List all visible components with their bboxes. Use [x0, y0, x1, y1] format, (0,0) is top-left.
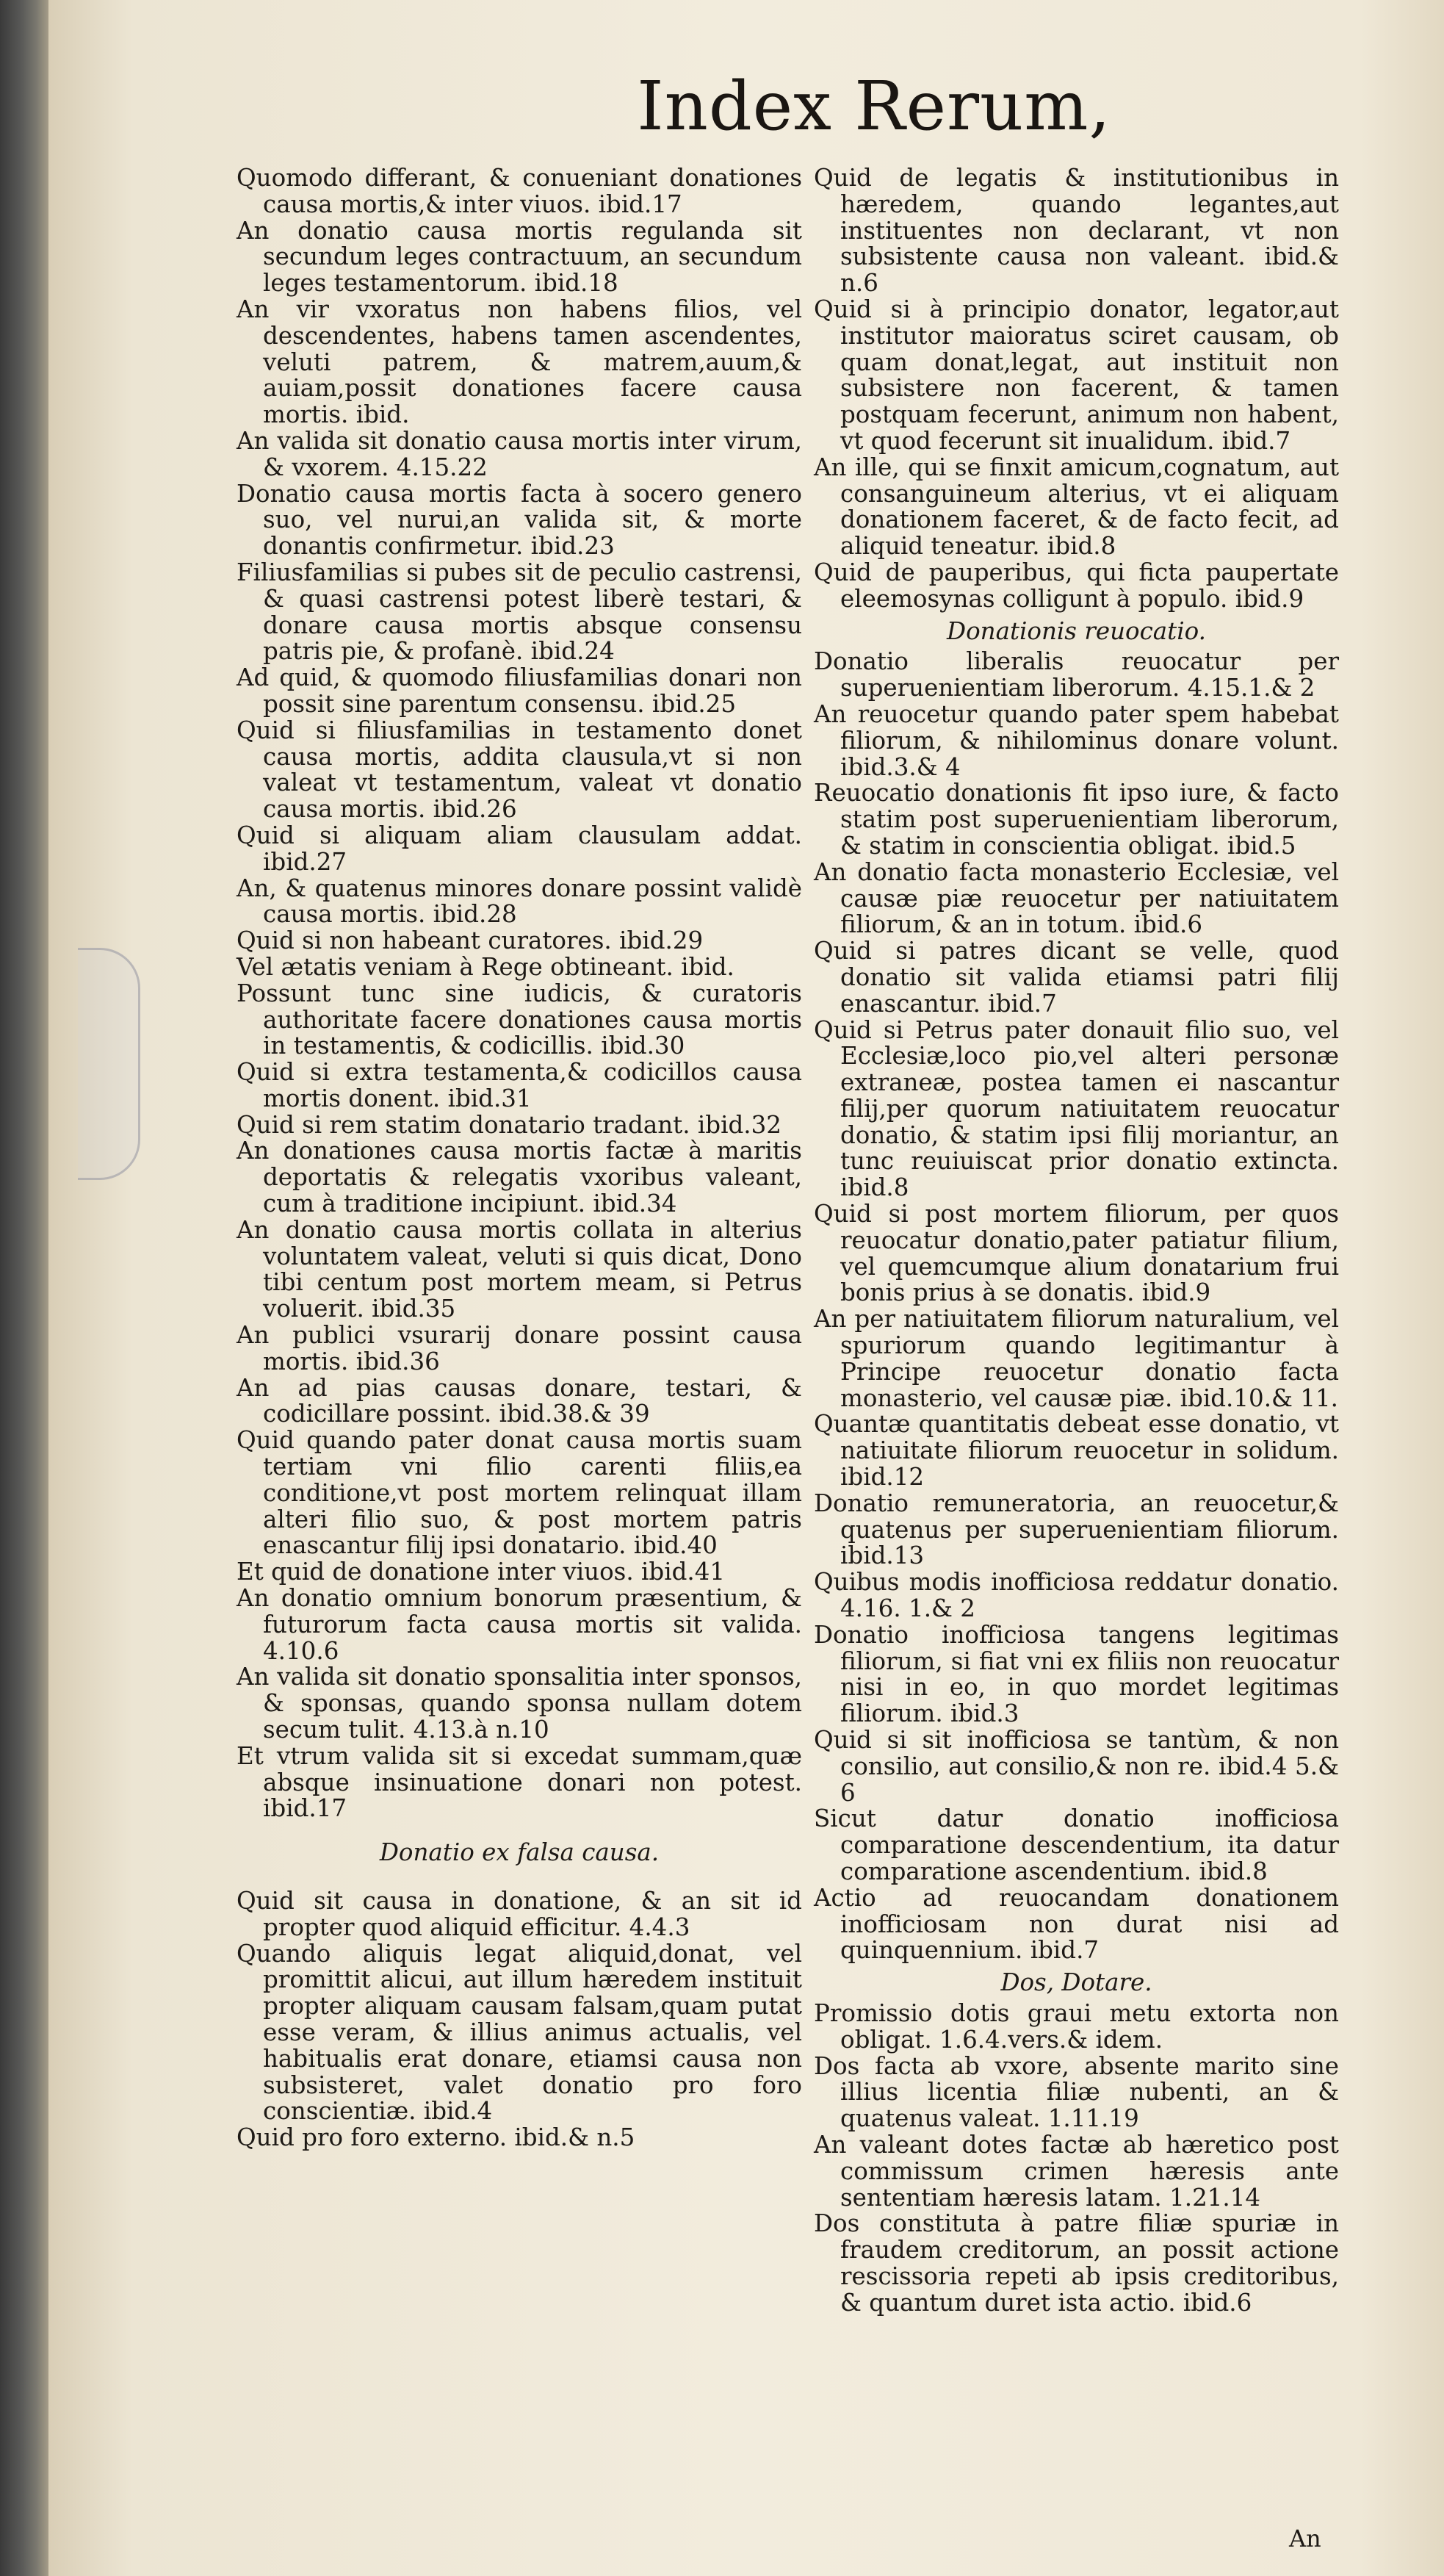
- right-column: [814, 165, 1339, 2317]
- index-entry: An donatio causa mortis regulanda sit secundum leges contractuum, an secundum leges testamentorum. ibid.18: [237, 216, 802, 298]
- index-entry: Donatio liberalis reuocatur per superuenientiam liberorum. 4.15.1.& 2: [814, 647, 1339, 702]
- index-entry: Dos constituta à patre filiæ spuriæ in fraudem creditorum, an possit actione rescissoria repeti ab ipsis creditoribus, & quantum duret ista actio. ibid.6: [814, 2209, 1339, 2317]
- index-entry: An ad pias causas donare, testari, & codicillare possint. ibid.38.& 39: [237, 1373, 802, 1428]
- index-entry: Actio ad reuocandam donationem inofficiosam non durat nisi ad quinquennium. ibid.7: [814, 1883, 1339, 1965]
- index-entry: An donatio facta monasterio Ecclesiæ, vel causæ piæ reuocetur per natiuitatem filiorum, & an in totum. ibid.6: [814, 857, 1339, 939]
- index-entry: Donatio inofficiosa tangens legitimas filiorum, si fiat vni ex filiis non reuocatur nisi in eo, in quo mordet legitimas filiorum. ibid.3: [814, 1620, 1339, 1728]
- index-entry: An valida sit donatio sponsalitia inter sponsos, & sponsas, quando sponsa nullam dotem secum tulit. 4.13.à n.10: [237, 1663, 802, 1744]
- section-heading: Dos, Dotare.: [1000, 1968, 1152, 1997]
- index-entry: Quando aliquis legat aliquid,donat, vel promittit alicui, aut illum hæredem instituit propter aliquam causam falsam,quam putat esse veram, & illius animus actualis, vel habitualis erat donare, etiamsi causa non subsisteret, valet donatio pro foro conscientiæ. ibid.4: [237, 1939, 802, 2126]
- index-entry: Quantæ quantitatis debeat esse donatio, vt natiuitate filiorum reuocetur in solidum. ibid.12: [814, 1410, 1339, 1492]
- index-entry: An donationes causa mortis factæ à maritis deportatis & relegatis vxoribus valeant, cum à traditione incipiunt. ibid.34: [237, 1137, 802, 1218]
- index-entry: Vel ætatis veniam à Rege obtineant. ibid.: [237, 952, 734, 981]
- index-entry: Filiusfamilias si pubes sit de peculio castrensi, & quasi castrensi potest liberè testari, & donare causa mortis absque consensu patris pie, & profanè. ibid.24: [237, 558, 802, 666]
- index-entry: Quid si aliquam aliam clausulam addat. ibid.27: [237, 821, 802, 876]
- index-entry: Quid sit causa in donatione, & an sit id propter quod aliquid efficitur. 4.4.3: [237, 1887, 802, 1941]
- index-entry: Quibus modis inofficiosa reddatur donatio. 4.16. 1.& 2: [814, 1568, 1339, 1623]
- section-heading: Donationis reuocatio.: [947, 616, 1206, 645]
- index-entry: An publici vsurarij donare possint causa mortis. ibid.36: [237, 1321, 802, 1375]
- left-column: [237, 165, 802, 2151]
- index-entry: Promissio dotis graui metu extorta non obligat. 1.6.4.vers.& idem.: [814, 1998, 1339, 2054]
- index-entry: Quid de pauperibus, qui ficta paupertate eleemosynas colligunt à populo. ibid.9: [814, 558, 1339, 613]
- index-entry: Sicut datur donatio inofficiosa comparatione descendentium, ita datur comparatione ascendentium. ibid.8: [814, 1805, 1339, 1885]
- index-entry: Quid si filiusfamilias in testamento donet causa mortis, addita clausula,vt si non valeat vt testamentum, valeat vt donatio causa mortis. ibid.26: [237, 716, 802, 824]
- index-entry: Ad quid, & quomodo filiusfamilias donari non possit sine parentum consensu. ibid.25: [237, 663, 802, 718]
- index-entry: Quid si sit inofficiosa se tantùm, & non consilio, aut consilio,& non re. ibid.4 5.& 6: [814, 1726, 1339, 1807]
- index-entry: Quid si rem statim donatario tradant. ibid.32: [237, 1110, 781, 1139]
- index-entry: Quid si non habeant curatores. ibid.29: [237, 927, 704, 955]
- index-entry: Possunt tunc sine iudicis, & curatoris authoritate facere donationes causa mortis in testamentis, & codicillis. ibid.30: [237, 979, 802, 1060]
- index-entry: An, & quatenus minores donare possint validè causa mortis. ibid.28: [237, 874, 802, 929]
- index-entry: Quid pro foro externo. ibid.& n.5: [237, 2123, 635, 2152]
- book-binding: [0, 0, 48, 2576]
- index-entry: An donatio omnium bonorum præsentium, & futurorum facta causa mortis sit valida. 4.10.6: [237, 1584, 802, 1665]
- index-entry: Quid si patres dicant se velle, quod donatio sit valida etiamsi patri filij enascantur. ibid.7: [814, 937, 1339, 1018]
- index-entry: Dos facta ab vxore, absente marito sine illius licentia filiæ nubenti, an & quatenus valeat. 1.11.19: [814, 2051, 1339, 2133]
- catchword: An: [1289, 2525, 1321, 2552]
- index-entry: Quid de legatis & institutionibus in hæredem, quando legantes,aut instituentes non declarant, vt non subsistente causa non valeant. ibid.& n.6: [814, 164, 1339, 298]
- index-entry: Reuocatio donationis fit ipso iure, & facto statim post superuenientiam liberorum, & statim in conscientia obligat. ibid.5: [814, 779, 1339, 860]
- index-entry: An per natiuitatem filiorum naturalium, vel spuriorum quando legitimantur à Principe reuocetur donatio facta monasterio, vel causæ piæ. ibid.10.& 11.: [814, 1305, 1339, 1412]
- index-entry: Quid si post mortem filiorum, per quos reuocatur donatio,pater patiatur filium, vel quemcumque alium donatarium frui bonis prius à se donatis. ibid.9: [814, 1200, 1339, 1307]
- index-entry: Quid si à principio donator, legator,aut institutor maioratus sciret causam, ob quam donat,legat, aut instituit non subsistere non facerent, & tamen postquam fecerunt, animum non habent, vt quod fecerunt sit inualidum. ibid.7: [814, 295, 1339, 455]
- index-entry: Quid si extra testamenta,& codicillos causa mortis donent. ibid.31: [237, 1058, 802, 1112]
- index-entry: An valeant dotes factæ ab hæretico post commissum crimen hæresis ante sententiam hæresis latam. 1.21.14: [814, 2130, 1339, 2212]
- index-entry: Quid quando pater donat causa mortis suam tertiam vni filio carenti filiis,ea conditione,vt post mortem relinquat illam alteri filio suo, & post mortem patris enascantur filij ipsi donatario. ibid.40: [237, 1426, 802, 1560]
- index-entry: Quid si Petrus pater donauit filio suo, vel Ecclesiæ,loco pio,vel alteri personæ extraneæ, postea tamen ei nascantur filij,per quorum natiuitatem reuocatur donatio, & statim ipsi filij moriantur, an tunc reuiuiscat prior donatio extincta. ibid.8: [814, 1015, 1339, 1202]
- index-entry: Quomodo differant, & conueniant donationes causa mortis,& inter viuos. ibid.17: [237, 164, 802, 218]
- index-entry: Donatio causa mortis facta à socero genero suo, vel nurui,an valida sit, & morte donantis confirmetur. ibid.23: [237, 479, 802, 561]
- index-entry: An donatio causa mortis collata in alterius voluntatem valeat, veluti si quis dicat, Dono tibi centum post mortem meam, si Petrus voluerit. ibid.35: [237, 1215, 802, 1323]
- index-entry: An valida sit donatio causa mortis inter virum, & vxorem. 4.15.22: [237, 426, 802, 481]
- page-clip: [78, 948, 140, 1180]
- index-entry: Et vtrum valida sit si excedat summam,quæ absque insinuatione donari non potest. ibid.17: [237, 1741, 802, 1823]
- section-heading: Donatio ex falsa causa.: [379, 1838, 660, 1867]
- index-entry: An ille, qui se finxit amicum,cognatum, aut consanguineum alterius, vt ei aliquam donationem faceret, & de facto fecit, ad aliquid teneatur. ibid.8: [814, 453, 1339, 561]
- index-entry: Et quid de donatione inter viuos. ibid.41: [237, 1558, 726, 1586]
- index-entry: An vir vxoratus non habens filios, vel descendentes, habens tamen ascendentes, veluti patrem, & matrem,auum,& auiam,possit donationes facere causa mortis. ibid.: [237, 295, 802, 429]
- index-entry: An reuocetur quando pater spem habebat filiorum, & nihilominus donare volunt. ibid.3.& 4: [814, 699, 1339, 781]
- page-title: Index Rerum,: [637, 67, 1111, 145]
- index-entry: Donatio remuneratoria, an reuocetur,& quatenus per superuenientiam filiorum. ibid.13: [814, 1489, 1339, 1570]
